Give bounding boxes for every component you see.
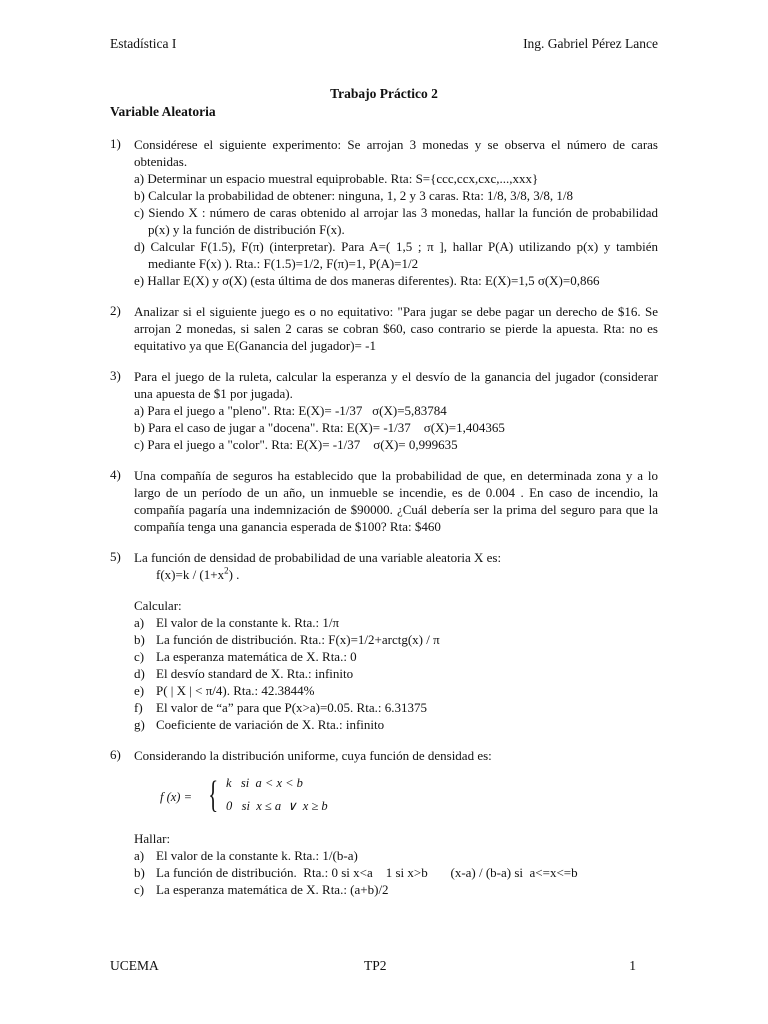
document-body [110,136,658,912]
question-text: Una compañía de seguros ha establecido que la probabilidad de que, en determinada zona y a lo largo de un período de un año, un inmueble se incendie, es de 0.004 . En caso de incendio, la compañía pagaría una indemnización de $90000. ¿Cuál debería ser la prima del seguro para que la compañía tenga una ganancia esperada de $100? Rta: $460 [134,468,658,534]
item-text: La esperanza matemática de X. Rta.: 0 [156,649,357,664]
uniform-density-formula [156,776,658,818]
question-number: 3) [110,368,121,383]
footer-page-number: 1 [629,958,636,973]
item-c: c) Para el juego a "color". Rta: E(X)= -1/37 σ(X)= 0,999635 [134,437,458,452]
question-text: Considérese el siguiente experimento: Se arrojan 3 monedas y se observa el número de caras obtenidas. [134,137,658,169]
item-label: b) [134,632,145,647]
page-title: Trabajo Práctico 2 [330,86,438,101]
item-label: b) [134,865,145,880]
formula-lhs: f (x) = [160,790,193,804]
footer-institution: UCEMA [110,958,159,973]
item-b: b) Calcular la probabilidad de obtener: ninguna, 1, 2 y 3 caras. Rta: 1/8, 3/8, 3/8, 1/8 [134,188,574,203]
header-author: Ing. Gabriel Pérez Lance [523,36,658,51]
item-text: La función de distribución. Rta.: F(x)=1/2+arctg(x) / π [156,632,440,647]
list-item [134,881,658,898]
list-item [134,631,658,648]
list-item [134,716,658,733]
question-text: Considerando la distribución uniforme, cuya función de densidad es: [134,748,492,763]
list-item [134,614,658,631]
formula-case-2: 0 si x ≤ a ∨ x ≥ b [226,799,328,813]
formula-case-1: k si a < x < b [226,776,303,790]
item-text: El desvío standard de X. Rta.: infinito [156,666,354,681]
list-item [134,864,658,881]
question-text: La función de densidad de probabilidad de una variable aleatoria X es: [134,550,502,565]
item-text: La función de distribución. Rta.: 0 si x<a 1 si x>b (x-a) / (b-a) si a<=x<=b [156,865,578,880]
question-2 [110,303,658,354]
item-text: Coeficiente de variación de X. Rta.: infinito [156,717,385,732]
question-items [134,847,658,898]
item-text: El valor de la constante k. Rta.: 1/(b-a) [156,848,358,863]
header-course: Estadística I [110,36,177,51]
question-number: 6) [110,747,121,762]
question-number: 1) [110,136,121,151]
formula-exponent: 2 [224,565,229,576]
item-label: d) [134,666,145,681]
question-items [134,170,658,289]
question-number: 4) [110,467,121,482]
calc-label: Calcular: [134,598,182,613]
question-5 [110,549,658,733]
question-items [134,614,658,733]
item-label: e) [134,683,145,698]
item-text: El valor de la constante k. Rta.: 1/π [156,615,340,630]
question-text: Para el juego de la ruleta, calcular la esperanza y el desvío de la ganancia del jugador (considerar una apuesta de $1 por jugada). [134,369,658,401]
item-text: La esperanza matemática de X. Rta.: (a+b)/2 [156,882,389,897]
formula-part: ) . [228,567,240,582]
list-item [134,665,658,682]
question-4 [110,467,658,535]
item-a: a) Determinar un espacio muestral equiprobable. Rta: S={ccc,ccx,cxc,...,xxx} [134,171,539,186]
hallar-label: Hallar: [134,831,171,846]
question-1 [110,136,658,289]
item-label: f) [134,700,143,715]
list-item [134,648,658,665]
question-3 [110,368,658,453]
item-text: El valor de “a” para que P(x>a)=0.05. Rta.: 6.31375 [156,700,427,715]
brace-symbol: { [208,774,219,816]
question-text: Analizar si el siguiente juego es o no equitativo: "Para jugar se debe pagar un derecho de $16. Se arrojan 2 monedas, si salen 2 caras se cobran $60, caso contrario se pierde la apuesta. Rta: no es equitativo ya que E(Ganancia del jugador)= -1 [134,304,658,353]
item-text: P( | X | < π/4). Rta.: 42.3844% [156,683,315,698]
list-item [134,847,658,864]
density-formula [156,566,658,583]
item-label: c) [134,882,145,897]
item-label: g) [134,717,145,732]
item-a: a) Para el juego a "pleno". Rta: E(X)= -1/37 σ(X)=5,83784 [134,403,447,418]
item-label: a) [134,848,145,863]
question-number: 2) [110,303,121,318]
item-d: d) Calcular F(1.5), F(π) (interpretar). Para A=( 1,5 ; π ], hallar P(A) utilizando p(x) y también mediante F(x) ). Rta.: F(1.5)=1/2, F(π)=1, P(A)=1/2 [134,239,658,271]
question-6 [110,747,658,898]
list-item [134,682,658,699]
question-items [134,402,658,453]
question-number: 5) [110,549,121,564]
item-c: c) Siendo X : número de caras obtenido al arrojar las 3 monedas, hallar la función de probabilidad p(x) y la función de distribución F(x). [134,205,658,237]
item-label: c) [134,649,145,664]
footer-doc-id: TP2 [364,958,387,973]
list-item [134,699,658,716]
item-label: a) [134,615,145,630]
formula-part: f(x)=k / (1+x [156,567,225,582]
item-b: b) Para el caso de jugar a "docena". Rta: E(X)= -1/37 σ(X)=1,404365 [134,420,505,435]
item-e: e) Hallar E(X) y σ(X) (esta última de dos maneras diferentes). Rta: E(X)=1,5 σ(X)=0,866 [134,273,600,288]
page-subtitle: Variable Aleatoria [110,104,216,119]
